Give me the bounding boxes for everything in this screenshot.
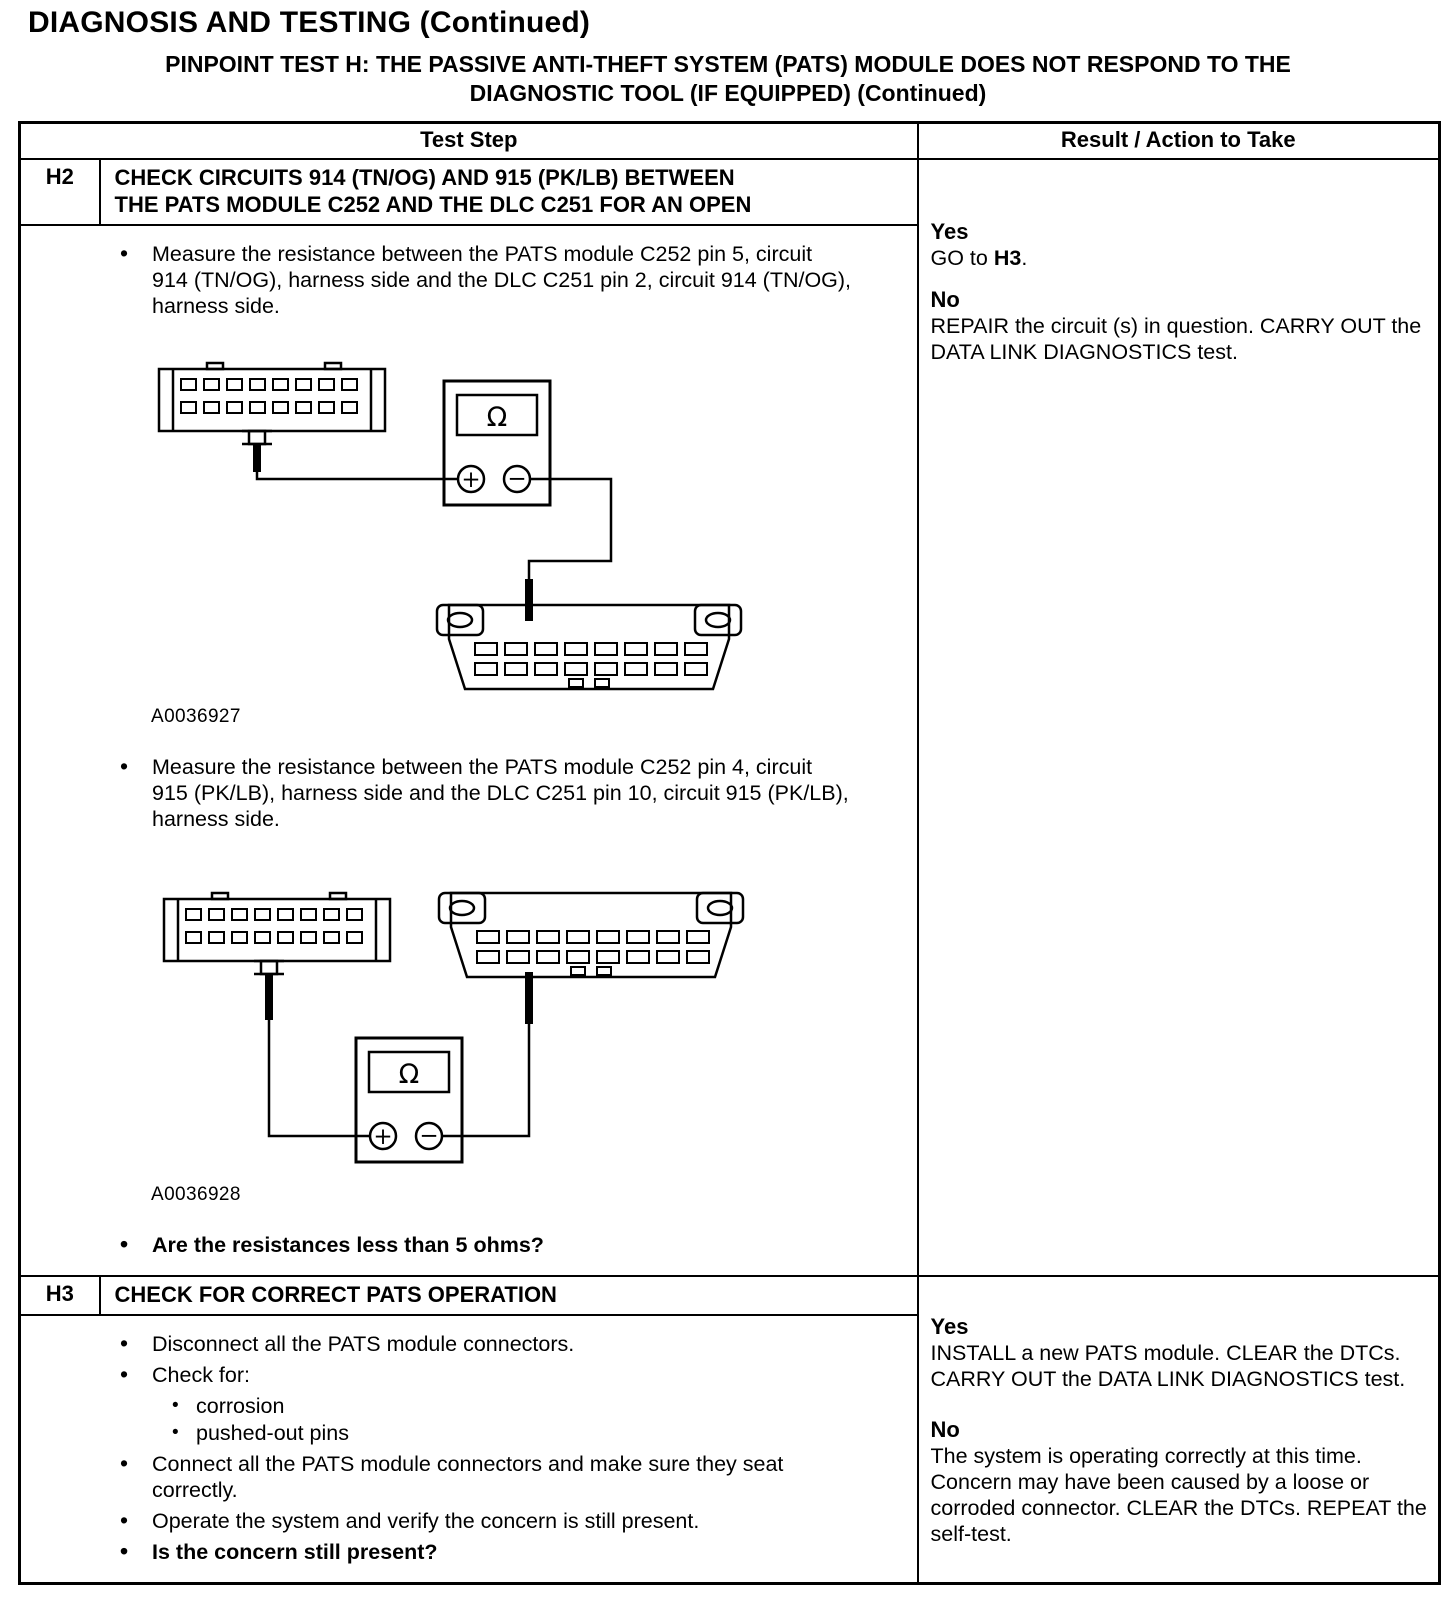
pats-module-connector [159,363,385,431]
multimeter [444,381,550,505]
bullet-text: Are the resistances less than 5 ohms? [152,1232,544,1257]
spacer [931,271,1429,286]
bullet-text: Check for: [152,1362,250,1387]
h2-yes-text-bold: H3 [993,245,1022,270]
h2-yes-label: Yes [930,218,969,244]
step-question [113,1232,852,1258]
bullet-text: Operate the system and verify the concern is still present. [152,1508,700,1533]
table-header-row [20,122,1440,159]
h3-step-id: H3 [20,1276,100,1315]
list-item [113,1331,852,1357]
wiring-diagram-1: Ω + − [149,355,769,695]
figure-caption: A0036927 [151,705,241,727]
figure-1 [149,355,909,728]
h3-step-content [20,1315,918,1584]
h2-no-label: No [930,286,960,312]
h2-yes-action [931,245,1429,271]
figure-2 [149,888,909,1206]
h2-yes-text-prefix: GO to [930,245,994,270]
list-item [113,1508,852,1534]
h3-title-row [20,1276,1440,1315]
h3-yes-action: INSTALL a new PATS module. CLEAR the DTCs. CARRY OUT the DATA LINK DIAGNOSTICS test. [930,1340,1406,1391]
h2-yes-text-suffix: . [1021,245,1028,270]
bullet-text: Is the concern still present? [152,1539,438,1564]
h2-step-title [100,159,918,225]
h2-step-id: H2 [20,159,100,225]
step-question [113,1539,852,1565]
h2-title-line-1: CHECK CIRCUITS 914 (TN/OG) AND 915 (PK/LB) BETWEEN [114,164,735,190]
h3-yes-label: Yes [930,1313,969,1339]
result-header: Result / Action to Take [918,122,1440,159]
figure-caption: A0036928 [151,1183,241,1205]
test-lead-wire [257,472,458,479]
h3-no-label: No [930,1416,960,1442]
h2-no-action: REPAIR the circuit (s) in question. CARRY OUT the DATA LINK DIAGNOSTICS test. [930,313,1422,364]
probe-needle [525,579,533,621]
probe-needle [525,972,533,1024]
probe-needle [253,444,261,472]
multimeter [356,1038,462,1162]
list-item [113,754,852,832]
subtitle-line-1: PINPOINT TEST H: THE PASSIVE ANTI-THEFT SYSTEM (PATS) MODULE DOES NOT RESPOND TO THE [165,51,1291,77]
bullet-text: Measure the resistance between the PATS module C252 pin 5, circuit 914 (TN/OG), harness side and the DLC C251 pin 2, circuit 914 (TN/OG), harness side. [152,241,852,318]
test-step-header: Test Step [20,122,918,159]
bullet-text: pushed-out pins [196,1420,349,1445]
h2-title-line-2: THE PATS MODULE C252 AND THE DLC C251 FOR AN OPEN [114,191,752,217]
subtitle-line-2: DIAGNOSTIC TOOL (IF EQUIPPED) (Continued) [469,80,987,107]
list-item [113,1451,852,1503]
test-probe [242,431,272,444]
probe-needle [265,974,273,1020]
h3-result-cell [918,1276,1440,1584]
h3-step-title: CHECK FOR CORRECT PATS OPERATION [100,1276,918,1315]
h2-step-content [20,225,918,1276]
doc-title: DIAGNOSIS AND TESTING (Continued) [28,6,591,39]
h3-no-action: The system is operating correctly at this time. Concern may have been caused by a loose or corroded connector. CLEAR the DTCs. REPEAT the self-test. [930,1443,1427,1546]
dlc-connector [439,893,743,977]
bullet-text: Disconnect all the PATS module connectors. [152,1331,575,1356]
h2-title-row [20,159,1440,225]
wiring-diagram-2 [149,888,769,1173]
pinpoint-test-subtitle [18,50,1438,109]
list-item [113,241,852,319]
sub-list-item [172,1420,896,1446]
list-item [113,1362,852,1388]
bullet-text: Connect all the PATS module connectors and make sure they seat correctly. [152,1451,784,1502]
dlc-connector [437,605,741,689]
bullet-text: corrosion [196,1393,285,1418]
diagnostic-table [18,121,1441,1585]
sub-list-item [172,1393,896,1419]
bullet-text: Measure the resistance between the PATS module C252 pin 4, circuit 915 (PK/LB), harness side and the DLC C251 pin 10, circuit 915 (PK/LB), harness side. [152,754,849,831]
test-probe [254,961,284,974]
h2-result-cell [918,159,1440,1276]
test-lead-wire [529,479,611,579]
test-lead-wire [442,1024,529,1136]
spacer [931,1392,1429,1416]
pats-module-connector [164,893,390,961]
